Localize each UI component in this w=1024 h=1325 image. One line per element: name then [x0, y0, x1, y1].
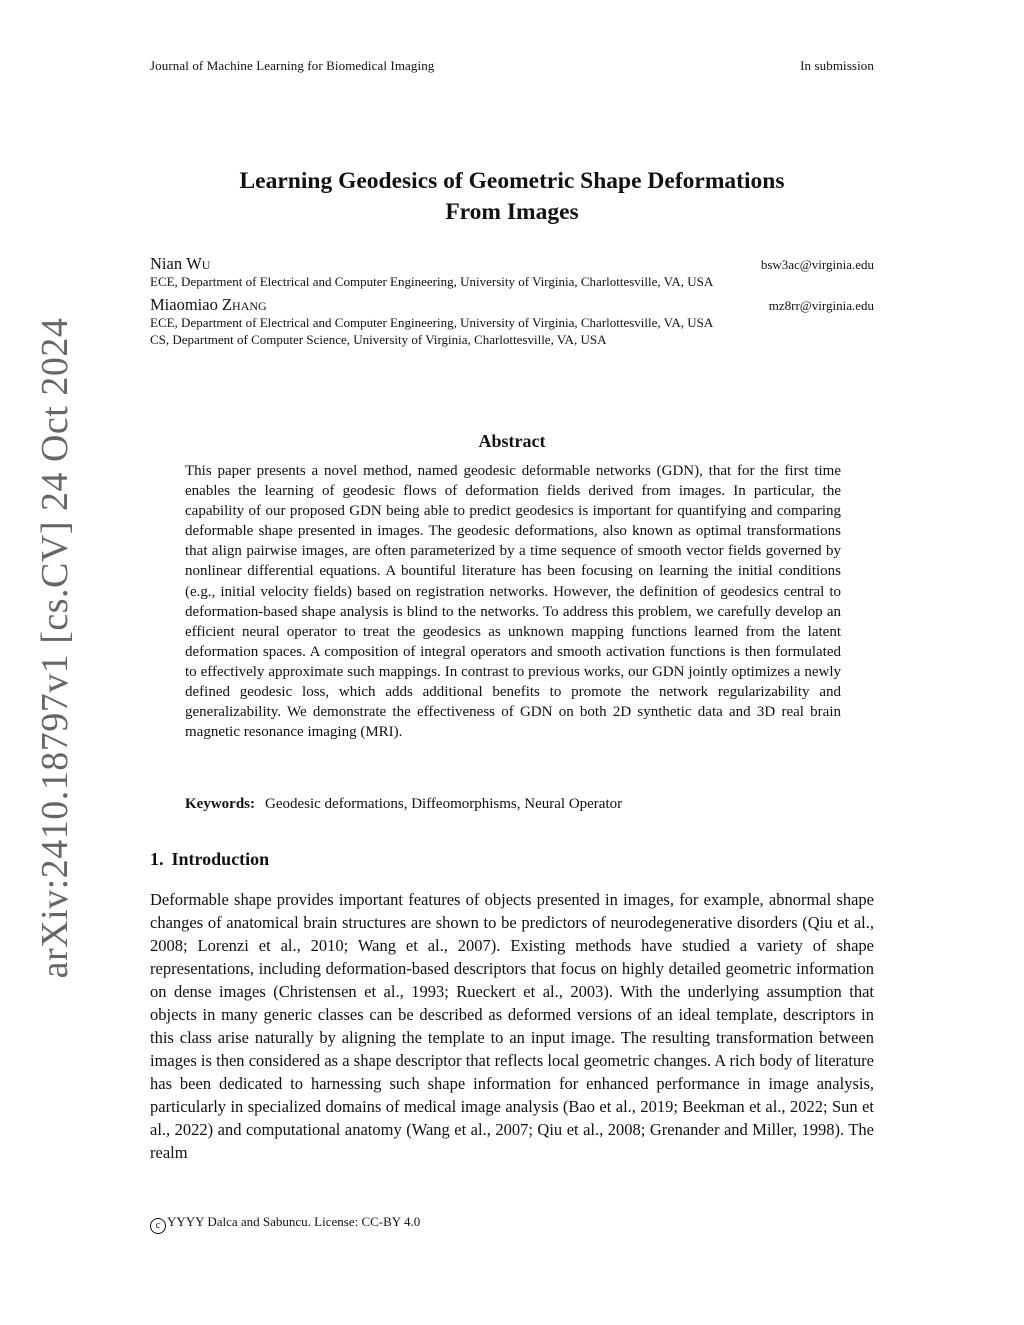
author-block-1	[150, 255, 874, 290]
author-email[interactable]: mz8rr@virginia.edu	[768, 298, 874, 313]
section-number: 1.	[150, 849, 164, 869]
author-name	[150, 255, 210, 272]
introduction-paragraph: Deformable shape provides important features of objects presented in images, for example, abnormal shape changes of anatomical brain structures are shown to be predictors of neurodegenerative disorders (Qiu et al., 2008; Lorenzi et al., 2010; Wang et al., 2007). Existing methods have studied a variety of shape representations, including deformation-based descriptors that focus on highly detailed geometric information on dense images (Christensen et al., 1993; Rueckert et al., 2003). With the underlying assumption that objects in many generic classes can be described as deformed versions of an ideal template, descriptors in this class arise naturally by aligning the template to an input image. The resulting transformation between images is then considered as a shape descriptor that reflects local geometric changes. A rich body of literature has been dedicated to harnessing such shape information for enhanced performance in image analysis, particularly in specialized domains of medical image analysis (Bao et al., 2019; Beekman et al., 2022; Sun et al., 2022) and computational anatomy (Wang et al., 2007; Qiu et al., 2008; Grenander and Miller, 1998). The realm	[150, 890, 874, 1162]
paper-title	[150, 166, 874, 228]
author-affiliation: ECE, Department of Electrical and Computer Engineering, University of Virginia, Charlottesville, VA, USA	[150, 315, 714, 330]
license-footer	[150, 1214, 420, 1234]
author-family-name: Zhang	[221, 295, 267, 314]
abstract-heading: Abstract	[478, 431, 546, 451]
author-affiliation: CS, Department of Computer Science, University of Virginia, Charlottesville, VA, USA	[150, 332, 607, 347]
author-email[interactable]: bsw3ac@virginia.edu	[760, 257, 874, 272]
author-affiliation: ECE, Department of Electrical and Computer Engineering, University of Virginia, Charlottesville, VA, USA	[150, 274, 714, 289]
section-title: Introduction	[171, 849, 270, 869]
paper-title-line-2: From Images	[445, 199, 579, 225]
author-given-name: Nian	[150, 254, 187, 273]
keywords-line	[185, 796, 841, 813]
author-block-2	[150, 296, 874, 348]
arxiv-identifier-stamp[interactable]: arXiv:2410.18797v1 [cs.CV] 24 Oct 2024	[34, 317, 76, 979]
author-name	[150, 296, 267, 313]
keywords-label: Keywords:	[185, 796, 255, 812]
author-given-name: Miaomiao	[150, 295, 222, 314]
author-family-name: Wu	[186, 254, 211, 273]
paper-title-line-1: Learning Geodesics of Geometric Shape Deformations	[239, 168, 785, 194]
license-text: YYYY Dalca and Sabuncu. License: CC-BY 4.0	[167, 1214, 421, 1229]
keywords-text: Geodesic deformations, Diffeomorphisms, Neural Operator	[265, 796, 623, 812]
submission-status: In submission	[800, 58, 874, 73]
journal-name: Journal of Machine Learning for Biomedical Imaging	[150, 58, 435, 73]
section-heading-introduction	[150, 849, 269, 870]
copyright-icon: c	[150, 1218, 166, 1234]
abstract-text: This paper presents a novel method, named geodesic deformable networks (GDN), that for the first time enables the learning of geodesic flows of deformation fields derived from images. In particular, the capability of our proposed GDN being able to predict geodesics is important for quantifying and comparing deformable shape presented in images. The geodesic deformations, also known as optimal transformations that align pairwise images, are often parameterized by a time sequence of smooth vector fields governed by nonlinear differential equations. A bountiful literature has been focusing on learning the initial conditions (e.g., initial velocity fields) based on registration networks. However, the definition of geodesics central to deformation-based shape analysis is blind to the networks. To address this problem, we carefully develop an efficient neural operator to treat the geodesics as unknown mapping functions learned from the latent deformation spaces. A composition of integral operators and smooth activation functions is then formulated to effectively approximate such mappings. In contrast to previous works, our GDN jointly optimizes a newly defined geodesic loss, which adds additional benefits to promote the network regularizability and generalizability. We demonstrate the effectiveness of GDN on both 2D synthetic data and 3D real brain magnetic resonance imaging (MRI).	[185, 463, 841, 741]
